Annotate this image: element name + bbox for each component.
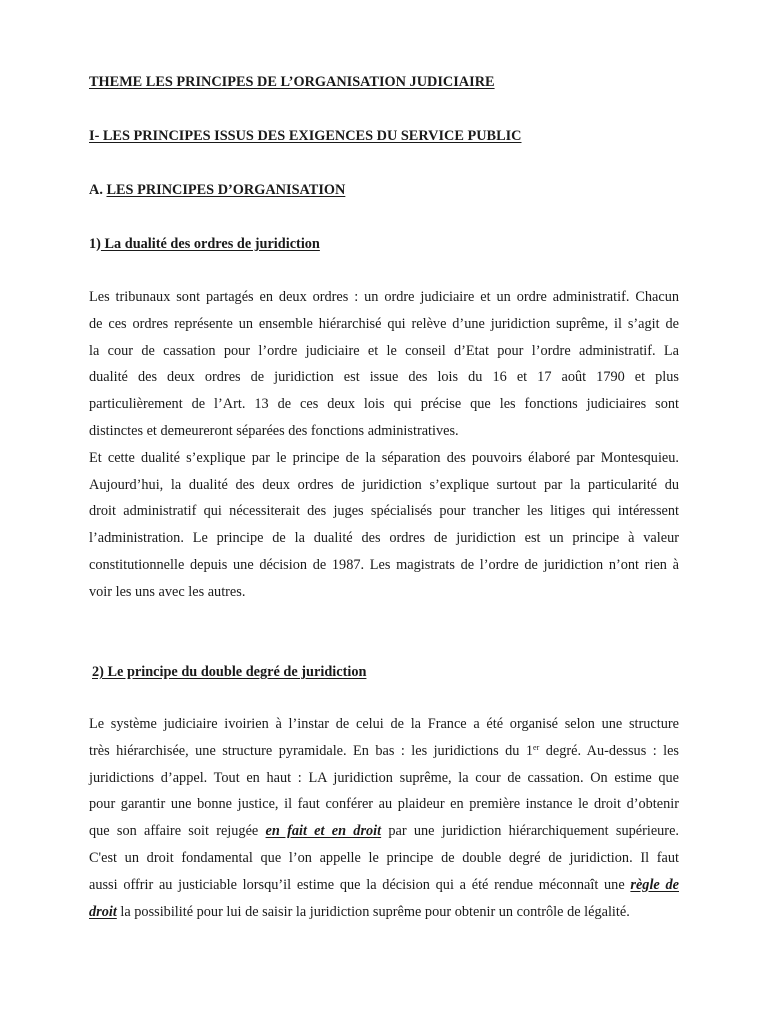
paragraph-line: particulièrement de l’Art. 13 de ces deux lois qui précise que les fonctions judiciaires sont bbox=[89, 396, 679, 413]
heading-duality bbox=[89, 235, 320, 253]
subsection-heading-a bbox=[89, 181, 345, 199]
paragraph-line: droit administratif qui nécessiterait des juges spécialisés pour trancher les litiges qui intéressent bbox=[89, 503, 679, 520]
text-run: degré. Au-dessus : les bbox=[539, 742, 679, 759]
paragraph-line bbox=[89, 872, 679, 899]
paragraph-line: Aujourd’hui, la dualité des deux ordres de juridiction s’explique surtout par la particularité du bbox=[89, 476, 679, 493]
text-run: que son affaire soit rejugée bbox=[89, 823, 266, 840]
paragraph-line bbox=[89, 899, 679, 926]
paragraph-line bbox=[89, 818, 679, 845]
paragraph-line: voir les uns avec les autres. bbox=[89, 583, 246, 600]
text-run: par une juridiction hiérarchiquement supérieure. bbox=[381, 823, 679, 840]
paragraph-line: de ces ordres représente un ensemble hiérarchisé qui relève d’une juridiction suprême, il s’agit de bbox=[89, 315, 679, 332]
paragraph-double-degree bbox=[89, 711, 679, 925]
paragraph-line: Et cette dualité s’explique par le principe de la séparation des pouvoirs élaboré par Montesquieu. bbox=[89, 449, 679, 466]
paragraph-line: Le système judiciaire ivoirien à l’instar de celui de la France a été organisé selon une structure bbox=[89, 716, 679, 732]
text-run: la possibilité pour lui de saisir la juridiction suprême pour obtenir un contrôle de légalité. bbox=[116, 903, 630, 920]
subsection-number: A. bbox=[89, 182, 107, 198]
document-title: THEME LES PRINCIPES DE L’ORGANISATION JUDICIAIRE bbox=[89, 74, 495, 90]
paragraph-line: C'est un droit fondamental que l’on appelle le principe de double degré de juridiction. Il faut bbox=[89, 849, 679, 866]
text-run: très hiérarchisée, une structure pyramidale. En bas : les juridictions du 1 bbox=[89, 742, 534, 759]
heading-double-degree: 2) Le principe du double degré de juridiction bbox=[92, 664, 367, 680]
paragraph-line: pour garantir une bonne justice, il faut conférer au plaideur en première instance le droit d’obtenir bbox=[89, 796, 679, 813]
heading-duality-label: La dualité des ordres de juridiction bbox=[100, 236, 320, 252]
section-heading-1: I- LES PRINCIPES ISSUS DES EXIGENCES DU SERVICE PUBLIC bbox=[89, 128, 522, 144]
emphasis-regle-de: règle de bbox=[630, 876, 679, 893]
text-run: aussi offrir au justiciable lorsqu’il estime que la décision qui a été rendue méconnaît une bbox=[89, 876, 631, 893]
paragraph-duality bbox=[89, 284, 679, 606]
ordinal-superscript: er bbox=[533, 742, 540, 752]
paragraph-line: constitutionnelle depuis une décision de 1987. Les magistrats de l’ordre de juridiction n’ont rien à bbox=[89, 556, 679, 573]
heading-duality-number: 1) bbox=[89, 236, 101, 252]
paragraph-line: juridictions d’appel. Tout en haut : LA juridiction suprême, la cour de cassation. On estime que bbox=[89, 769, 679, 786]
emphasis-droit: droit bbox=[89, 903, 117, 920]
subsection-label: LES PRINCIPES D’ORGANISATION bbox=[106, 182, 346, 198]
paragraph-line: l’administration. Le principe de la dualité des ordres de juridiction est un principe à valeur bbox=[89, 530, 679, 547]
paragraph-line: la cour de cassation pour l’ordre judiciaire et le conseil d’Etat pour l’ordre administratif. La bbox=[89, 342, 679, 359]
paragraph-line: Les tribunaux sont partagés en deux ordres : un ordre judiciaire et un ordre administratif. Chacun bbox=[89, 289, 679, 305]
emphasis-en-fait-en-droit: en fait et en droit bbox=[265, 823, 382, 840]
paragraph-line: distinctes et demeureront séparées des fonctions administratives. bbox=[89, 422, 459, 439]
paragraph-line: dualité des deux ordres de juridiction est issue des lois du 16 et 17 août 1790 et plus bbox=[89, 369, 679, 386]
paragraph-line bbox=[89, 738, 679, 765]
